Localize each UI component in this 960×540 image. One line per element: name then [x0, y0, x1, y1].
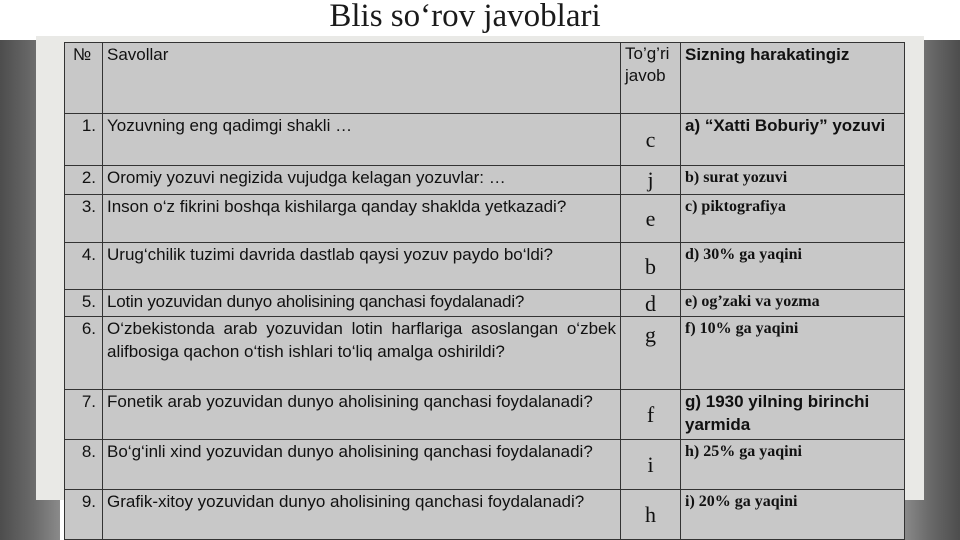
answer-option: f) 10% ga yaqini	[681, 317, 905, 390]
table-row	[65, 390, 905, 440]
answer-option: e) og’zaki va yozma	[681, 290, 905, 317]
header-number: №	[65, 43, 103, 114]
table-row	[65, 490, 905, 540]
table-row	[65, 165, 905, 194]
correct-answer: d	[621, 290, 681, 317]
table-row	[65, 194, 905, 242]
correct-answer: j	[621, 165, 681, 194]
header-your-action: Sizning harakatingiz	[681, 43, 905, 114]
table-row	[65, 440, 905, 490]
question-text: Inson o‘z fikrini boshqa kishilarga qanday shaklda yetkazadi?	[103, 194, 621, 242]
answer-option: h) 25% ga yaqini	[681, 440, 905, 490]
correct-answer: g	[621, 317, 681, 390]
row-number: 9.	[65, 490, 103, 540]
row-number: 3.	[65, 194, 103, 242]
correct-answer: f	[621, 390, 681, 440]
answer-option: i) 20% ga yaqini	[681, 490, 905, 540]
answer-option: d) 30% ga yaqini	[681, 242, 905, 290]
question-text: Bo‘g‘inli xind yozuvidan dunyo aholisining qanchasi foydalanadi?	[103, 440, 621, 490]
correct-answer: b	[621, 242, 681, 290]
row-number: 7.	[65, 390, 103, 440]
slide-title: Blis so‘rov javoblari	[329, 0, 601, 34]
answer-option: a) “Xatti Boburiy” yozuvi	[681, 113, 905, 165]
question-text: Grafik-xitoy yozuvidan dunyo aholisining qanchasi foydalanadi?	[103, 490, 621, 540]
answer-option: b) surat yozuvi	[681, 165, 905, 194]
correct-answer: i	[621, 440, 681, 490]
row-number: 1.	[65, 113, 103, 165]
row-number: 2.	[65, 165, 103, 194]
question-text: Yozuvning eng qadimgi shakli …	[103, 113, 621, 165]
question-text: Lotin yozuvidan dunyo aholisining qanchasi foydalanadi?	[103, 290, 621, 317]
question-text: Fonetik arab yozuvidan dunyo aholisining qanchasi foydalanadi?	[103, 390, 621, 440]
correct-answer: e	[621, 194, 681, 242]
question-text: Urug‘chilik tuzimi davrida dastlab qaysi yozuv paydo bo‘ldi?	[103, 242, 621, 290]
row-number: 8.	[65, 440, 103, 490]
table-row	[65, 317, 905, 390]
table-row	[65, 290, 905, 317]
answer-option: c) piktografiya	[681, 194, 905, 242]
table-header-row	[65, 43, 905, 114]
header-correct-answer: To’g’ri javob	[621, 43, 681, 114]
answer-option: g) 1930 yilning birinchi yarmida	[681, 390, 905, 440]
blitz-quiz-table	[64, 42, 905, 540]
correct-answer: h	[621, 490, 681, 540]
header-questions: Savollar	[103, 43, 621, 114]
row-number: 5.	[65, 290, 103, 317]
table-row	[65, 242, 905, 290]
row-number: 6.	[65, 317, 103, 390]
question-text: Oromiy yozuvi negizida vujudga kelagan yozuvlar: …	[103, 165, 621, 194]
row-number: 4.	[65, 242, 103, 290]
table-row	[65, 113, 905, 165]
question-text: O‘zbekistonda arab yozuvidan lotin harflariga asoslangan o‘zbek alifbosiga qachon o‘tish ishlari to‘liq amalga oshirildi?	[103, 317, 621, 390]
correct-answer: c	[621, 113, 681, 165]
